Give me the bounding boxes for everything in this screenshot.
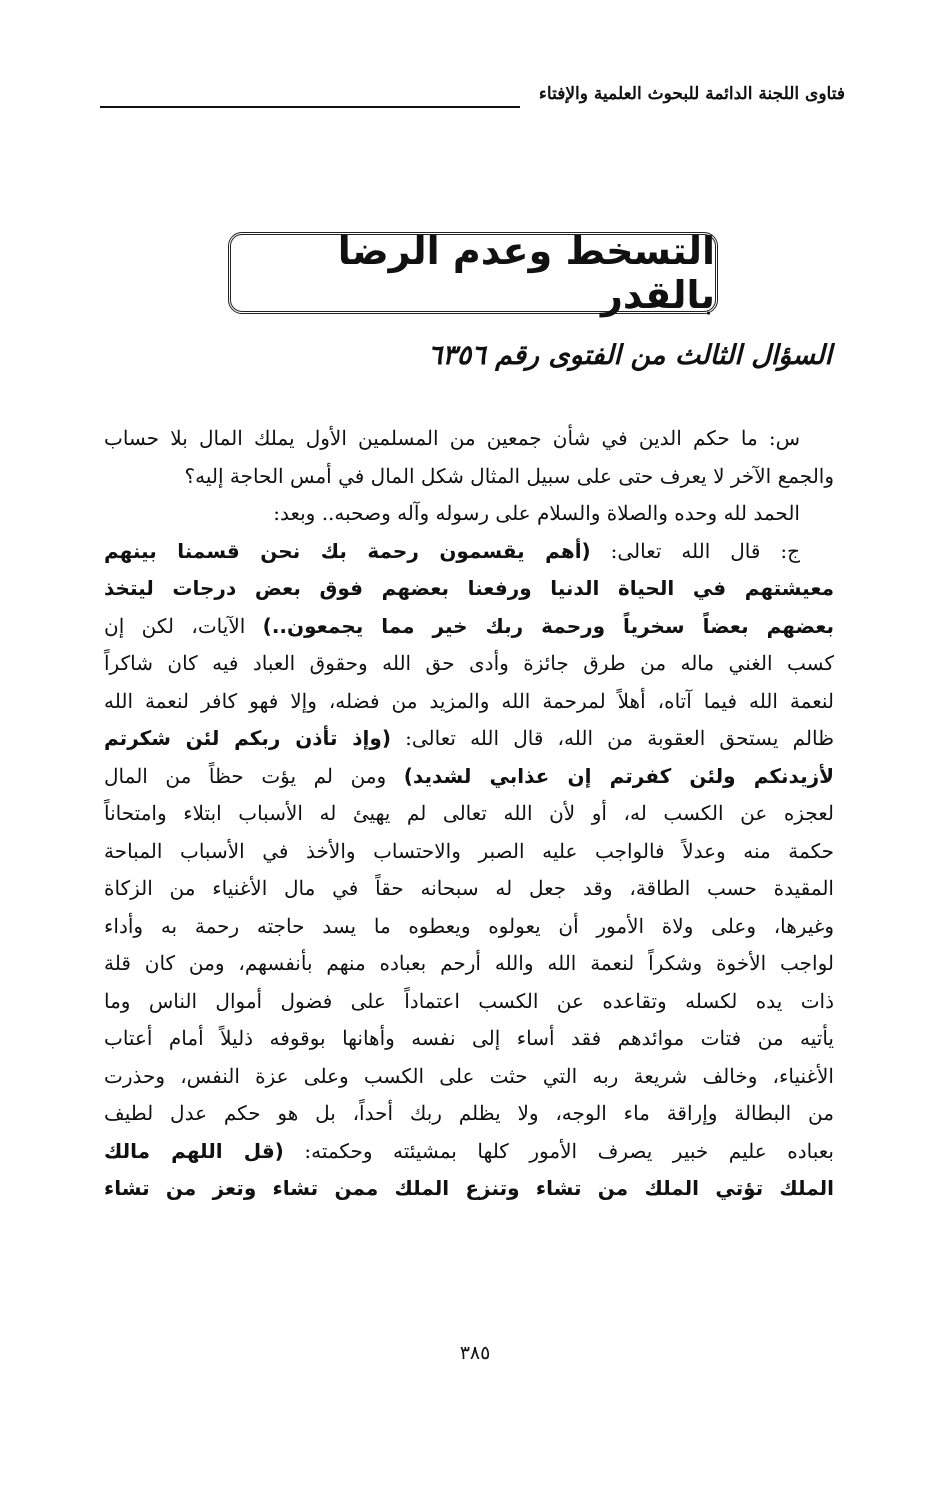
text-line — [104, 570, 834, 608]
text-segment: الأغنياء، وخالف شريعة ربه التي حثت على الكسب وعلى عزة النفس، وحذرت — [104, 1063, 834, 1088]
text-line — [104, 945, 834, 983]
text-line — [104, 1133, 834, 1171]
text-line — [104, 908, 834, 946]
text-line — [104, 683, 834, 721]
text-segment: حكمة منه وعدلاً فالواجب عليه الصبر والاحتساب والأخذ في الأسباب المباحة — [104, 838, 834, 863]
text-line — [104, 1095, 834, 1133]
section-title: التسخط وعدم الرضا بالقدر — [337, 229, 715, 317]
text-line — [104, 870, 834, 908]
quran-quote: الملك تؤتي الملك من تشاء وتنزع الملك ممن تشاء وتعز من تشاء — [104, 1176, 834, 1200]
page-number: ٣٨٥ — [459, 1342, 491, 1364]
text-segment: وغيرها، وعلى ولاة الأمور أن يعولوه ويعطوه ما يسد حاجته رحمة به وأداء — [104, 913, 834, 938]
text-line — [104, 533, 834, 571]
text-segment: لواجب الأخوة وشكراً لنعمة الله والله أرحم بعباده منهم بأنفسهم، ومن كان قلة — [104, 951, 834, 975]
text-line — [104, 758, 834, 796]
text-line — [104, 795, 834, 833]
fatwa-body — [104, 420, 834, 1208]
text-segment: والجمع الآخر لا يعرف حتى على سبيل المثال شكل المال في أمس الحاجة إليه؟ — [184, 463, 834, 488]
text-segment: من البطالة وإراقة ماء الوجه، ولا يظلم ربك أحداً، بل هو حكم عدل لطيف — [104, 1101, 834, 1125]
text-segment: س: ما حكم الدين في شأن جمعين من المسلمين الأول يملك المال بلا حساب — [104, 426, 800, 450]
section-title-frame — [228, 229, 718, 317]
text-line — [104, 458, 834, 496]
text-line — [104, 1170, 834, 1208]
text-line — [104, 983, 834, 1021]
text-segment: بعباده عليم خبير يصرف الأمور كلها بمشيئته وحكمته: — [283, 1138, 834, 1163]
header-rule — [100, 106, 520, 108]
quran-quote: لأزيدنكم ولئن كفرتم إن عذابي لشديد) — [403, 763, 835, 788]
running-head: فتاوى اللجنة الدائمة للبحوث العلمية والإفتاء — [538, 84, 845, 104]
text-segment: ومن لم يؤت حظاً من المال — [104, 763, 404, 788]
text-line — [104, 420, 834, 458]
text-line — [104, 833, 834, 871]
text-segment: ج: قال الله تعالى: — [590, 538, 800, 563]
text-segment: الحمد لله وحده والصلاة والسلام على رسوله وآله وصحبه.. وبعد: — [273, 501, 800, 525]
text-segment: المقيدة حسب الطاقة، وقد جعل له سبحانه حقاً في مال الأغنياء من الزكاة — [104, 876, 834, 900]
text-line — [104, 645, 834, 683]
quran-quote: بعضهم بعضاً سخرياً ورحمة ربك خير مما يجمعون..) — [262, 613, 834, 638]
text-segment: كسب الغني ماله من طرق جائزة وأدى حق الله وحقوق العباد فيه كان شاكراً — [104, 651, 834, 675]
quran-quote: (وإذ تأذن ربكم لئن شكرتم — [104, 726, 391, 750]
question-heading: السؤال الثالث من الفتوى رقم ٦٣٥٦ — [427, 340, 832, 371]
text-segment: ظالم يستحق العقوبة من الله، قال الله تعالى: — [390, 726, 834, 750]
text-line — [104, 720, 834, 758]
text-line — [104, 608, 834, 646]
text-segment: يأتيه من فتات موائدهم فقد أساء إلى نفسه وأهانها بوقوفه ذليلاً أمام أعتاب — [104, 1026, 834, 1050]
quran-quote: (قل اللهم مالك — [104, 1138, 284, 1163]
text-line — [104, 495, 834, 533]
text-line — [104, 1058, 834, 1096]
text-line — [104, 1020, 834, 1058]
text-segment: لنعمة الله فيما آتاه، أهلاً لمرحمة الله والمزيد من فضله، وإلا فهو كافر لنعمة الله — [104, 688, 834, 713]
text-segment: لعجزه عن الكسب له، أو لأن الله تعالى لم يهيئ له الأسباب ابتلاء وامتحاناً — [104, 801, 834, 825]
text-segment: ذات يده لكسله وتقاعده عن الكسب اعتماداً على فضول أموال الناس وما — [104, 988, 834, 1013]
text-segment: الآيات، لكن إن — [104, 613, 263, 638]
quran-quote: (أهم يقسمون رحمة بك نحن قسمنا بينهم — [104, 538, 591, 563]
quran-quote: معيشتهم في الحياة الدنيا ورفعنا بعضهم فوق بعض درجات ليتخذ — [104, 576, 834, 600]
